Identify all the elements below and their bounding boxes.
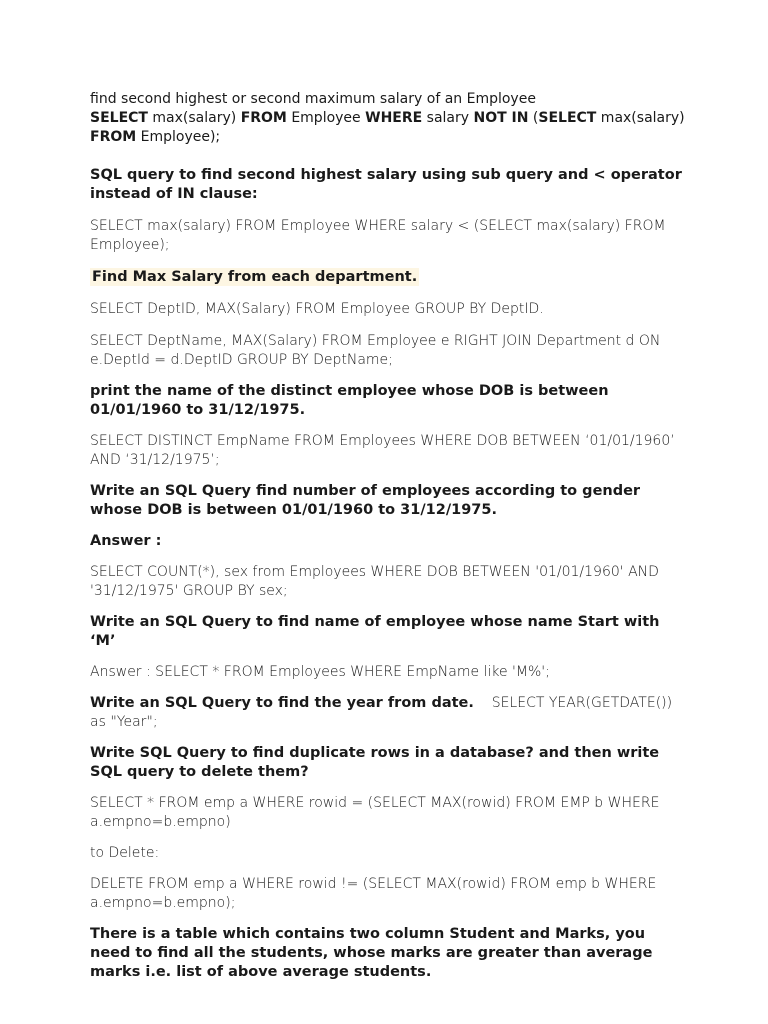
section-heading: Write an SQL Query to find name of employee whose name Start with ‘M’ xyxy=(90,614,660,649)
sql-keyword: FROM xyxy=(240,110,287,126)
sql-text: ( xyxy=(528,110,539,126)
sql-keyword: SELECT xyxy=(538,110,597,126)
section-heading-highlighted xyxy=(90,268,688,287)
sql-code: Answer : SELECT * FROM Employees WHERE EmpName like 'M%'; xyxy=(90,664,550,680)
sql-text: Employee xyxy=(286,110,366,126)
answer-label: Answer : xyxy=(90,533,162,549)
section-heading: There is a table which contains two column Student and Marks, you need to find all the students, whose marks are greater than average marks i.e. list of above average students. xyxy=(90,926,653,980)
sql-code: SELECT DeptName, MAX(Salary) FROM Employee e RIGHT JOIN Department d ON e.DeptId = d.DeptID GROUP BY DeptName; xyxy=(90,333,661,368)
sql-keyword: NOT IN xyxy=(473,110,529,126)
intro-title: find second highest or second maximum salary of an Employee xyxy=(90,91,536,107)
sql-code-inline: SELECT YEAR(GETDATE()) as "Year"; xyxy=(90,695,673,730)
sql-keyword: FROM xyxy=(90,129,137,145)
section-heading: Write SQL Query to find duplicate rows in a database? and then write SQL query to delete them? xyxy=(90,745,660,780)
sql-code: SELECT COUNT(*), sex from Employees WHERE DOB BETWEEN '01/01/1960' AND '31/12/1975' GROUP BY sex; xyxy=(90,564,659,599)
sql-text: salary xyxy=(422,110,474,126)
sql-code: SELECT * FROM emp a WHERE rowid = (SELECT MAX(rowid) FROM EMP b WHERE a.empno=b.empno) xyxy=(90,795,660,830)
highlighted-heading-text: Find Max Salary from each department. xyxy=(92,269,418,285)
sql-code: SELECT DeptID, MAX(Salary) FROM Employee GROUP BY DeptID. xyxy=(90,301,544,317)
sql-text: max(salary) xyxy=(596,110,685,126)
sql-code: SELECT max(salary) FROM Employee WHERE salary < (SELECT max(salary) FROM Employee); xyxy=(90,218,666,253)
section-heading: print the name of the distinct employee whose DOB is between 01/01/1960 to 31/12/1975. xyxy=(90,383,609,418)
section-heading: Write an SQL Query find number of employees according to gender whose DOB is between 01/01/1960 to 31/12/1975. xyxy=(90,483,641,518)
sql-code: DELETE FROM emp a WHERE rowid != (SELECT MAX(rowid) FROM emp b WHERE a.empno=b.empno); xyxy=(90,876,657,911)
section-heading-inline: Write an SQL Query to find the year from date. xyxy=(90,695,474,711)
section-heading-with-code xyxy=(90,694,688,732)
sql-code: SELECT DISTINCT EmpName FROM Employees WHERE DOB BETWEEN ‘01/01/1960’ AND ‘31/12/1975’; xyxy=(90,433,675,468)
delete-label: to Delete: xyxy=(90,845,160,861)
sql-keyword: SELECT xyxy=(90,110,148,126)
section-heading: SQL query to find second highest salary using sub query and < operator instead of IN clause: xyxy=(90,167,682,202)
sql-keyword: WHERE xyxy=(365,110,423,126)
sql-text: Employee); xyxy=(136,129,221,145)
intro-query xyxy=(90,109,688,147)
sql-text: max(salary) xyxy=(147,110,241,126)
